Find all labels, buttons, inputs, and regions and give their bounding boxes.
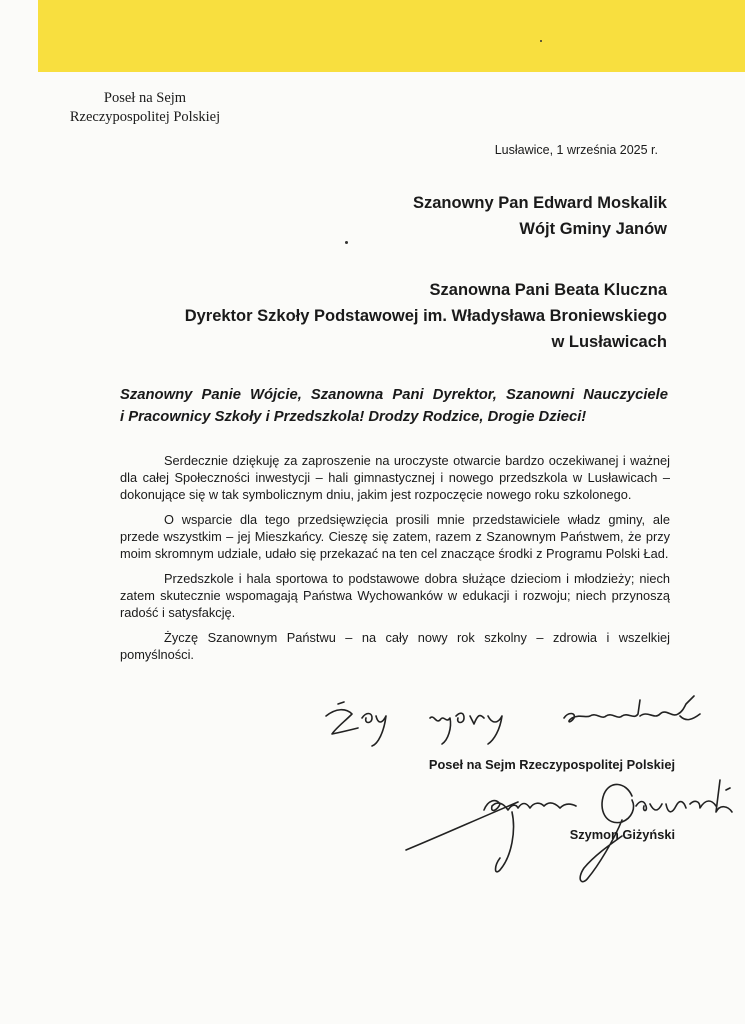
body-paragraph-1: Serdecznie dziękuję za zaproszenie na uroczyste otwarcie bardzo oczekiwanej i ważnej dla całej Społeczności inwestycji – hali gimnastycznej i nowego przedszkola w Lusławicach – dokonujące się w tak symbolicznym dniu, jakim jest rozpoczęcie nowego roku szkolonego. — [120, 453, 670, 502]
addressee-2-title: Dyrektor Szkoły Podstawowej im. Władysława Broniewskiego — [184, 307, 667, 325]
addressee-2-location: w Lusławicach — [551, 333, 667, 351]
body-paragraph-4: Życzę Szanownym Państwu – na cały nowy rok szkolny – zdrowia i wszelkiej pomyślności. — [120, 630, 670, 662]
signature-title: Poseł na Sejm Rzeczypospolitej Polskiej — [428, 757, 675, 772]
scan-speck — [345, 241, 348, 244]
addressee-2-name: Szanowna Pani Beata Kluczna — [429, 281, 667, 299]
addressee-1-name: Szanowny Pan Edward Moskalik — [413, 194, 667, 212]
handwritten-closing — [318, 688, 738, 750]
addressee-1-title: Wójt Gminy Janów — [519, 220, 667, 238]
addressee-block-1 — [413, 190, 667, 242]
signature-name: Szymon Giżyński — [569, 827, 675, 842]
letter-date: Lusławice, 1 września 2025 r. — [494, 143, 658, 157]
yellow-header-band — [38, 0, 745, 72]
letterhead-line-2: Rzeczypospolitej Polskiej — [69, 109, 221, 125]
addressee-block-2 — [185, 277, 667, 355]
letter-body — [120, 452, 670, 671]
scan-speck — [540, 40, 542, 42]
body-paragraph-2: O wsparcie dla tego przedsięwzięcia prosili mnie przedstawiciele władz gminy, ale przede wszystkim – jej Mieszkańcy. Cieszę się zatem, razem z Szanownym Państwem, że przy moim skromnym udziale, udało się przekazać na ten cel znaczące środki z Programu Polski Ład. — [120, 512, 670, 561]
salutation-line-2: i Pracownicy Szkoły i Przedszkola! Drodzy Rodzice, Drogie Dzieci! — [120, 409, 587, 425]
salutation — [120, 384, 668, 428]
salutation-line-1: Szanowny Panie Wójcie, Szanowna Pani Dyrektor, Szanowni Nauczyciele — [120, 387, 668, 403]
letterhead — [60, 89, 230, 127]
letterhead-line-1: Poseł na Sejm — [103, 90, 187, 106]
body-paragraph-3: Przedszkole i hala sportowa to podstawowe dobra służące dzieciom i młodzieży; niech zatem skutecznie wspomagają Państwa Wychowanków w edukacji i rozwoju; niech przynoszą radość i satysfakcję. — [120, 571, 670, 620]
